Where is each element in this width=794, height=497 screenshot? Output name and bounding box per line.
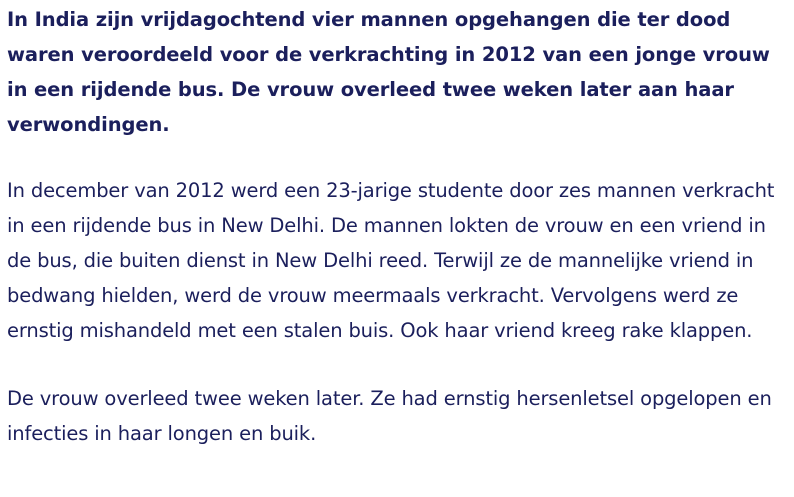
article-paragraph: De vrouw overleed twee weken later. Ze had ernstig hersenletsel opgelopen en infecties in haar longen en buik. <box>7 387 772 445</box>
article-lead: In India zijn vrijdagochtend vier mannen opgehangen die ter dood waren veroordeeld voor de verkrachting in 2012 van een jonge vrouw in een rijdende bus. De vrouw overleed twee weken later aan haar verwondingen. <box>7 8 770 136</box>
article-body <box>7 2 787 451</box>
article-paragraph: In december van 2012 werd een 23-jarige studente door zes mannen verkracht in een rijdende bus in New Delhi. De mannen lokten de vrouw en een vriend in de bus, die buiten dienst in New Delhi reed. Terwijl ze de mannelijke vriend in bedwang hielden, werd de vrouw meermaals verkracht. Vervolgens werd ze ernstig mishandeld met een stalen buis. Ook haar vriend kreeg rake klappen. <box>7 179 775 342</box>
